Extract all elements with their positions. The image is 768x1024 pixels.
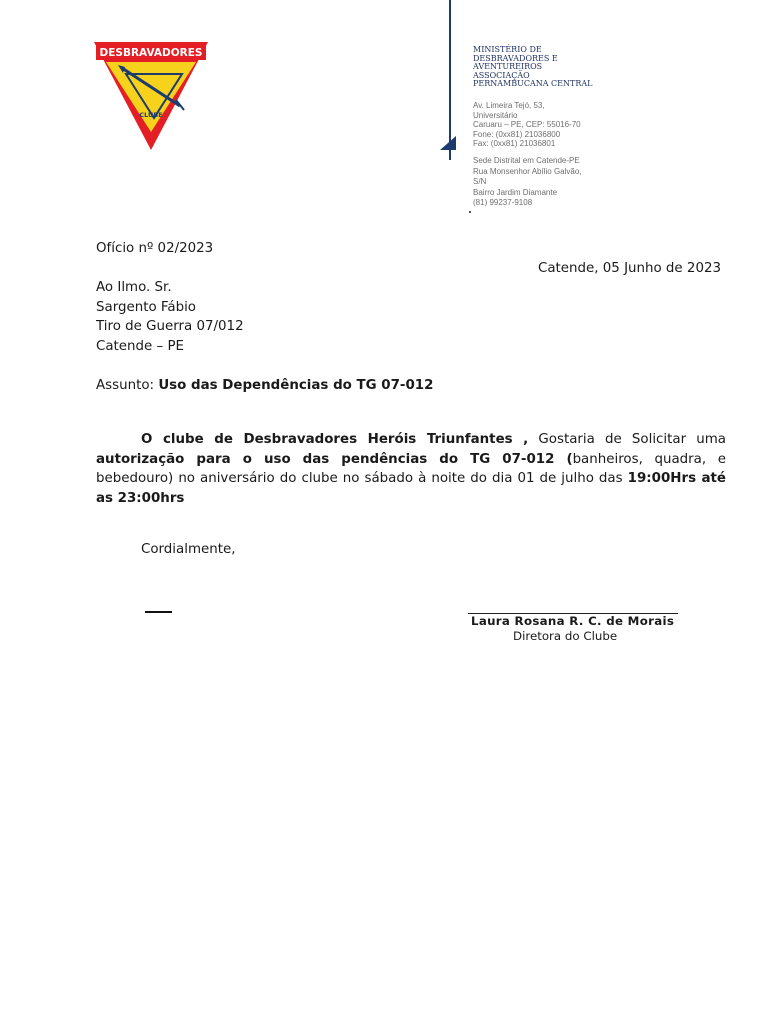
header-mark: [469, 211, 471, 213]
body-time: 19:00Hrs até as 23:00hrs: [96, 471, 726, 506]
body-paragraph: [96, 430, 726, 508]
recipient-line: Ao Ilmo. Sr.: [96, 280, 172, 295]
address-line: Av. Limeira Tejó, 53,: [473, 101, 545, 110]
letter-date: Catende, 05 Junho de 2023: [538, 261, 722, 276]
closing: Cordialmente,: [141, 542, 236, 557]
district-line: (81) 99237-9108: [473, 198, 533, 207]
header-divider-accent: [440, 135, 456, 149]
district-line: Bairro Jardim Diamante: [473, 187, 558, 197]
signature-title: Diretora do Clube: [513, 629, 618, 643]
address-line: Fax: (0xx81) 21036801: [473, 139, 556, 148]
recipient-line: Catende – PE: [96, 338, 185, 354]
organization-name: [473, 46, 623, 89]
subject-text: Uso das Dependências do TG 07-012: [158, 378, 434, 393]
org-line: AVENTUREIROS: [473, 62, 543, 71]
oficio-number: Ofício nº 02/2023: [96, 241, 214, 256]
address-line: Universitário: [473, 110, 518, 120]
address-line: Fone: (0xx81) 21036800: [473, 129, 561, 139]
recipient-line: Tiro de Guerra 07/012: [96, 319, 244, 334]
body-text-details: banheiros, quadra, e bebedouro) no aniversário do clube no sábado à noite do dia 01 de julho das: [96, 451, 726, 486]
body-club-name: O clube de Desbravadores Heróis Triunfantes ,: [141, 432, 529, 447]
address-line: Caruaru – PE, CEP: 55016-70: [473, 120, 581, 129]
desbravadores-logo: [92, 40, 210, 152]
recipient-line: Sargento Fábio: [96, 299, 196, 315]
org-line: ASSOCIAÇÃO: [473, 70, 530, 80]
recipient-block: [96, 278, 244, 356]
body-request: autorização para o uso das pendências do TG 07-012 (: [96, 451, 573, 467]
district-line: Sede Distrital em Catende-PE: [473, 156, 580, 165]
subject-label: Assunto:: [96, 378, 159, 393]
subject-line: [96, 376, 433, 396]
org-line: MINISTÉRIO DE: [473, 45, 542, 54]
org-line: DESBRAVADORES E: [473, 53, 558, 63]
signature-name: Laura Rosana R. C. de Morais: [471, 614, 675, 628]
organization-address: [473, 101, 633, 149]
body-text: Gostaria de Solicitar uma: [528, 432, 726, 447]
logo-text-bottom: CLUBE: [139, 111, 163, 119]
short-rule: [145, 611, 172, 613]
district-address: [473, 156, 633, 209]
district-line: S/N: [473, 177, 487, 186]
org-line: PERNAMBUCANA CENTRAL: [473, 79, 593, 88]
district-line: Rua Monsenhor Abílio Galvão,: [473, 166, 582, 176]
logo-text-top: DESBRAVADORES: [99, 47, 203, 59]
